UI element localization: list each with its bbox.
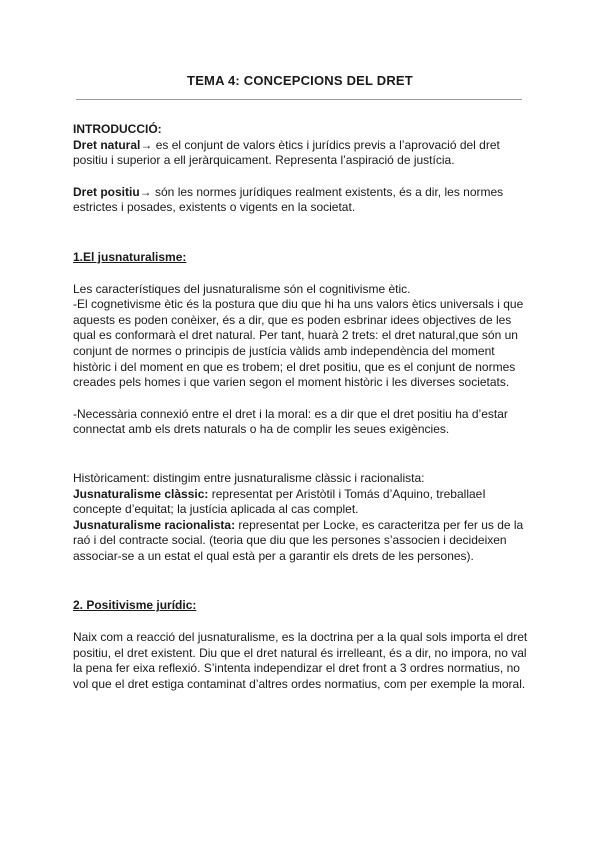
spacer [73,216,535,250]
document-body [73,122,535,692]
dret-positiu-term: Dret positiu [73,184,140,199]
section-1-heading: 1.El jusnaturalisme: [73,249,187,264]
racionalista-term: Jusnaturalisme racionalista: [73,517,236,532]
page-title: TEMA 4: CONCEPCIONS DEL DRET [187,73,413,88]
s2-paragraph: Naix com a reacció del jusnaturalisme, es la doctrina per a la qual sols importa el dret positiu, el dret existent. Diu que el dret natural és irrelleant, és a dir, no impora, no val la pena fer eixa reflexió. S’intenta independizar el dret front a 3 ordres normatius, no vol que el dret estiga contaminat d’altres ordes normatius, com per exemple la moral. [73,630,528,691]
spacer [73,391,535,407]
spacer [73,438,535,471]
spacer [73,169,535,185]
s1-characteristics: Les característiques del jusnaturalisme són el cognitivisme ètic. [73,281,411,296]
classic-text: representat per Aristòtil i Tomás d’Aquino, treballaeI concepte d’equitat; la justícia aplicada al cas complet. [73,486,486,517]
s1-classic-paragraph [73,487,535,518]
intro-heading: INTRODUCCIÓ: [73,122,162,136]
s1-historicament: Històricament: distingim entre jusnaturalisme clàssic i racionalista: [73,470,425,485]
dret-natural-definition: → es el conjunt de valors ètics i jurídics previs a l’aprovació del dret positiu i superior a ell jeràrquicament. Representa l’aspiració de justícia. [73,137,500,168]
intro-dret-positiu [73,185,535,216]
title-divider [76,99,522,100]
intro-dret-natural [73,138,535,169]
dret-natural-term: Dret natural [73,137,141,152]
spacer [73,266,535,282]
s1-connexio-paragraph: -Necessària connexió entre el dret i la moral: es a dir que el dret positiu ha d’estar connectat amb els drets naturals o ha de complir les seues exigències. [73,406,508,437]
dret-positiu-definition: → són les normes jurídiques realment existents, és a dir, les normes estrictes i posades, existents o vigents en la societat. [73,184,504,215]
spacer [73,564,535,598]
s1-racionalista-paragraph [73,518,535,565]
section-2-heading: 2. Positivisme jurídic: [73,598,197,613]
s1-cognitivisme-paragraph: -El cognetivisme ètic és la postura que diu que hi ha uns valors ètics universals i que aquests es poden conèixer, és a dir, que es poden esbrinar idees objectives de les qual es conformarà el dret natural. Per tant, huarà 2 trets: el dret natural,que són un conjunt de normes o principis de justícia vàlids amb independència del moment històric i del moment en que es trobem; el dret positiu, que es el conjunt de normes creades pels homes i que varien segon el moment històric i les diverses societats. [73,297,524,390]
classic-term: Jusnaturalisme clàssic: [73,486,209,501]
racionalista-text: representat per Locke, es caracteritza per fer us de la raó i del contracte social. (teoria que diu que les persones s’associen i decideixen associar-se a un estat el qual està per a garantir els drets de les persones). [73,517,524,563]
spacer [73,614,535,630]
